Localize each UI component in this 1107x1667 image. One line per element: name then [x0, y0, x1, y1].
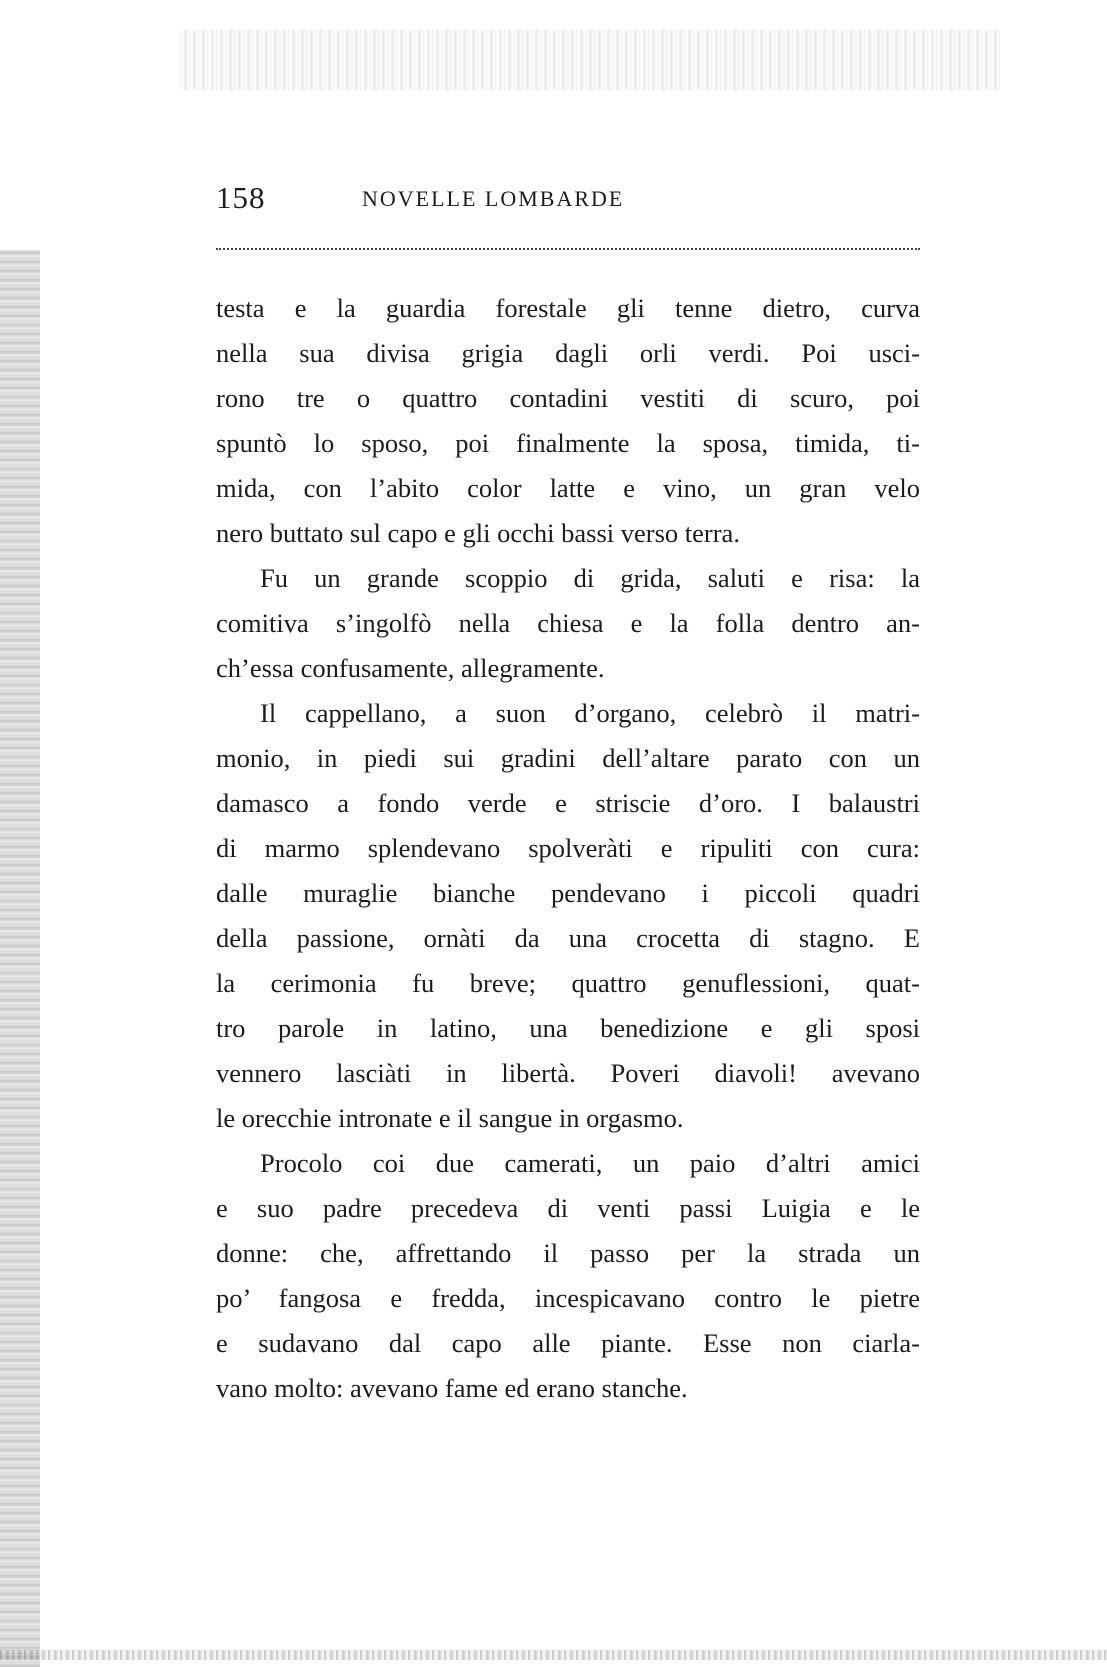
page-header [216, 180, 916, 220]
text-line: nella sua divisa grigia dagli orli verdi. Poi usci- [216, 338, 920, 368]
text-line: testa e la guardia forestale gli tenne dietro, curva [216, 293, 920, 323]
text-line: tro parole in latino, una benedizione e gli sposi [216, 1013, 920, 1043]
text-line: Procolo coi due camerati, un paio d’altri amici [260, 1148, 920, 1178]
scan-noise-top [180, 30, 1000, 90]
text-line: damasco a fondo verde e striscie d’oro. I balaustri [216, 788, 920, 818]
text-line: rono tre o quattro contadini vestiti di scuro, poi [216, 383, 920, 413]
body-text [216, 286, 920, 1411]
text-line: di marmo splendevano spolveràti e ripuliti con cura: [216, 833, 920, 863]
scan-noise-bottom [0, 1650, 1107, 1660]
text-line: la cerimonia fu breve; quattro genuflessioni, quat- [216, 968, 920, 998]
text-line: le orecchie intronate e il sangue in orgasmo. [216, 1103, 684, 1133]
page-number: 158 [216, 180, 266, 215]
text-line: donne: che, affrettando il passo per la strada un [216, 1238, 920, 1268]
text-line: e sudavano dal capo alle piante. Esse non ciarla- [216, 1328, 920, 1358]
text-line: Fu un grande scoppio di grida, saluti e risa: la [260, 563, 920, 593]
text-line: po’ fangosa e fredda, incespicavano contro le pietre [216, 1283, 920, 1313]
text-line: spuntò lo sposo, poi finalmente la sposa, timida, ti- [216, 428, 920, 458]
text-line: Il cappellano, a suon d’organo, celebrò il matri- [260, 698, 920, 728]
text-line: dalle muraglie bianche pendevano i piccoli quadri [216, 878, 920, 908]
header-rule [216, 248, 920, 250]
text-line: monio, in piedi sui gradini dell’altare parato con un [216, 743, 920, 773]
text-line: ch’essa confusamente, allegramente. [216, 653, 605, 683]
text-line: vano molto: avevano fame ed erano stanche. [216, 1373, 688, 1403]
binding-shadow [0, 250, 40, 1667]
running-head: NOVELLE LOMBARDE [362, 186, 625, 211]
text-line: comitiva s’ingolfò nella chiesa e la folla dentro an- [216, 608, 920, 638]
text-line: nero buttato sul capo e gli occhi bassi verso terra. [216, 518, 740, 548]
text-line: mida, con l’abito color latte e vino, un gran velo [216, 473, 920, 503]
text-line: della passione, ornàti da una crocetta di stagno. E [216, 923, 920, 953]
text-line: e suo padre precedeva di venti passi Luigia e le [216, 1193, 920, 1223]
text-line: vennero lasciàti in libertà. Poveri diavoli! avevano [216, 1058, 920, 1088]
